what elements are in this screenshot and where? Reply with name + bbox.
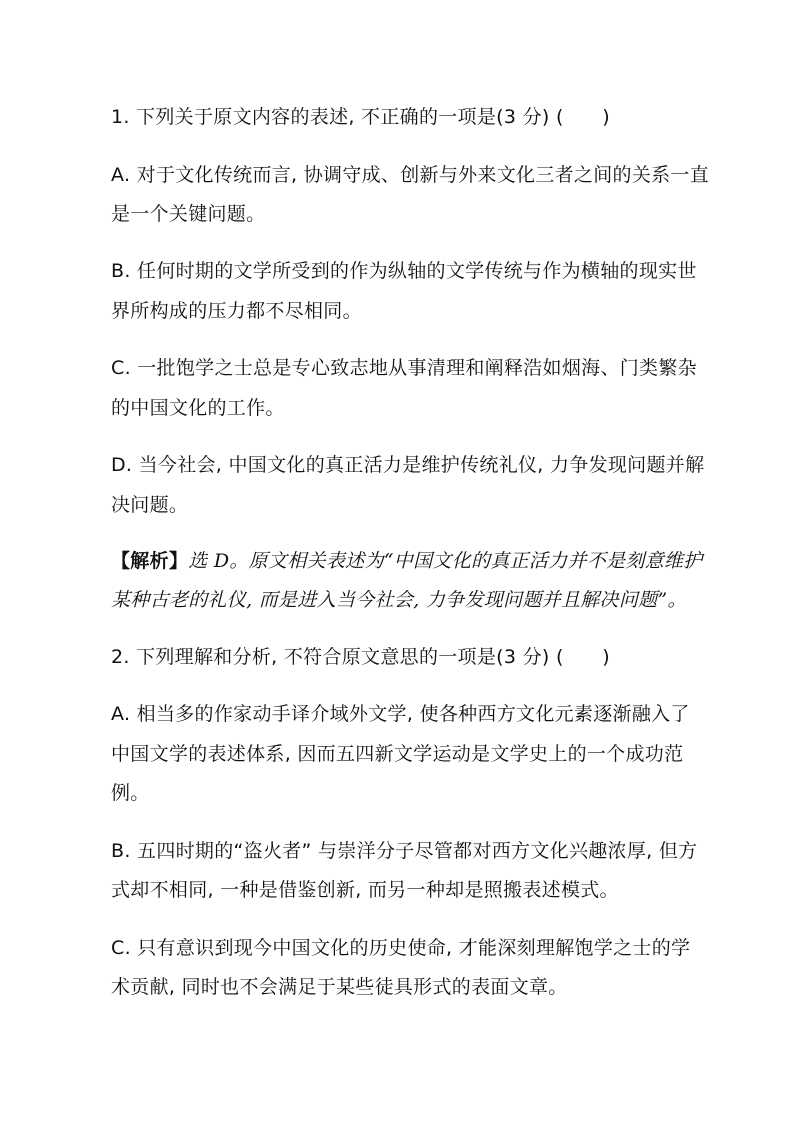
q1-option-b-line-2: 界所构成的压力都不尽相同。 — [111, 300, 362, 322]
q1-option-b-line-1: B. 任何时期的文学所受到的作为纵轴的文学传统与作为横轴的现实世 — [111, 260, 697, 282]
q1-analysis-line-1 — [111, 547, 703, 575]
q1-option-c-line-2: 的中国文化的工作。 — [111, 397, 285, 419]
q2-option-c-line-2: 术贡献, 同时也不会满足于某些徒具形式的表面文章。 — [111, 976, 568, 998]
analysis-text-1: 选 D。原文相关表述为“中国文化的真正活力并不是刻意维护 — [188, 550, 703, 572]
q1-analysis-line-2: 某种古老的礼仪, 而是进入当今社会, 力争发现问题并且解决问题”。 — [111, 589, 687, 611]
q1-option-c-line-1: C. 一批饱学之士总是专心致志地从事清理和阐释浩如烟海、门类繁杂 — [111, 357, 697, 379]
q1-stem: 1. 下列关于原文内容的表述, 不正确的一项是(3 分) ( ) — [111, 106, 610, 128]
q1-option-a-line-2: 是一个关键问题。 — [111, 203, 266, 225]
analysis-label: 【解析】 — [111, 550, 189, 572]
q2-option-c-line-1: C. 只有意识到现今中国文化的历史使命, 才能深刻理解饱学之士的学 — [111, 937, 691, 959]
q2-option-a-line-2: 中国文学的表述体系, 因而五四新文学运动是文学史上的一个成功范 — [111, 743, 684, 765]
q1-option-d-line-2: 决问题。 — [111, 494, 189, 516]
q2-option-a-line-1: A. 相当多的作家动手译介域外文学, 使各种西方文化元素逐渐融入了 — [111, 703, 690, 725]
q2-option-b-line-2: 式却不相同, 一种是借鉴创新, 而另一种却是照搬表述模式。 — [111, 879, 619, 901]
q1-option-d-line-1: D. 当今社会, 中国文化的真正活力是维护传统礼仪, 力争发现问题并解 — [111, 454, 705, 476]
q2-option-b-line-1: B. 五四时期的“盗火者” 与崇洋分子尽管都对西方文化兴趣浓厚, 但方 — [111, 840, 698, 862]
q2-stem: 2. 下列理解和分析, 不符合原文意思的一项是(3 分) ( ) — [111, 646, 610, 668]
q1-option-a-line-1: A. 对于文化传统而言, 协调守成、创新与外来文化三者之间的关系一直 — [111, 164, 710, 186]
q2-option-a-line-3: 例。 — [111, 782, 150, 804]
